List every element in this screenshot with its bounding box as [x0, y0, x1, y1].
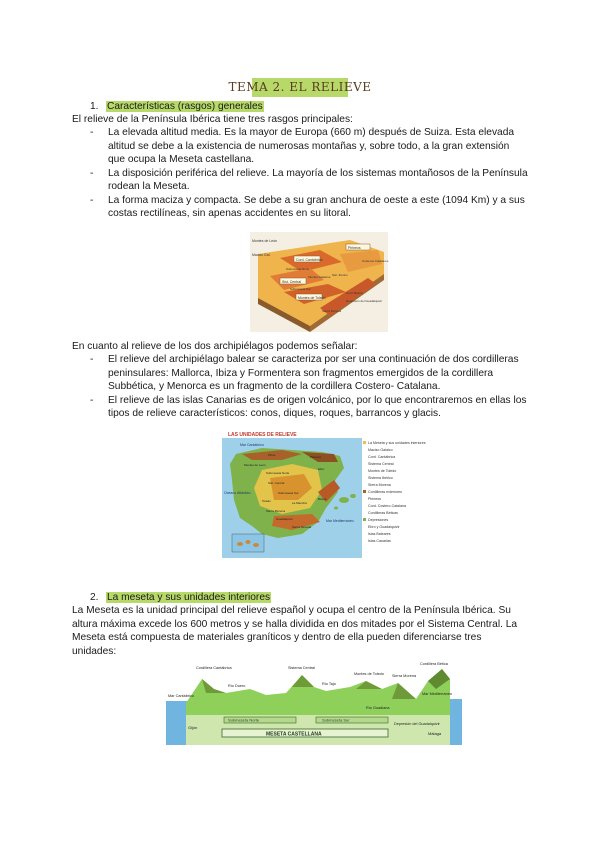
- place-label: La Mancha: [292, 501, 307, 505]
- page-title-text: TEMA 2. EL RELIEVE: [228, 79, 372, 94]
- list-item: [90, 167, 528, 194]
- legend-item: Islas Baleares: [368, 532, 391, 536]
- block-label: Submeseta Norte: [286, 267, 310, 271]
- bullet-dash: -: [90, 127, 94, 138]
- block-label: Depresión del Guadalquivir: [346, 299, 383, 303]
- list-item: [90, 126, 528, 167]
- legend-item: Cord. Cantábrica: [368, 455, 396, 459]
- bullet-dash: -: [90, 167, 94, 179]
- section-2-paragraph: La Meseta es la unidad principal del relieve español y ocupa el centro de la Península Ibérica. Su altura máxima excede los 600 metros y se halla dividida en dos mitades por el Sistema Central. La Meseta está compuesta de materiales graníticos y dentro de ella pueden diferenciarse tres unidades:: [72, 605, 518, 657]
- archipelagos-list: [90, 353, 528, 421]
- list-item-text: El relieve de las islas Canarias es de origen volcánico, por lo que encontraremos en ellas los tipos de relieve característicos: conos, diques, roques, barrancos y glacis.: [108, 394, 527, 420]
- place-label: Sierra Nevada: [292, 525, 312, 529]
- profile-label: Depresión del Guadalquivir: [394, 722, 440, 726]
- block-label: Macizo Gal.: [252, 253, 271, 257]
- place-label: Montes de León: [244, 463, 266, 467]
- bullet-dash: -: [90, 394, 94, 406]
- map-title: LAS UNIDADES DE RELIEVE: [228, 432, 297, 438]
- block-label: Sist. Ibérico: [332, 273, 348, 277]
- block-label: Cord. Cantábrica: [296, 258, 323, 262]
- profile-label: Cordillera Bética: [420, 662, 448, 666]
- place-label: Sierra Morena: [266, 509, 286, 513]
- section-1-heading-text: Características (rasgos) generales: [107, 101, 263, 112]
- profile-label: Sierra Morena: [392, 674, 417, 678]
- block-label: Montes de León: [252, 239, 278, 243]
- profile-label: Gijón: [188, 725, 198, 730]
- profile-label: Mar Cantábrico: [168, 694, 194, 698]
- meseta-label: MESETA CASTELLANA: [266, 731, 322, 738]
- sea-label: Océano Atlántico: [224, 491, 251, 495]
- relief-units-map: [222, 430, 426, 558]
- place-label: Guadalquivir: [276, 517, 293, 521]
- legend-item: Sistema Central: [368, 462, 394, 466]
- block-label: Sist. Central: [282, 280, 302, 284]
- section-1-intro: El relieve de la Península Ibérica tiene tres rasgos principales:: [72, 114, 353, 125]
- legend-item: Sistema Ibérico: [368, 476, 393, 480]
- legend-item: Depresiones: [368, 518, 389, 522]
- list-item: [90, 394, 528, 421]
- place-label: Submeseta Sur: [278, 491, 299, 495]
- place-label: Submeseta Norte: [266, 471, 290, 475]
- legend-item: Cordilleras Béticas: [368, 511, 398, 515]
- archipelagos-intro: En cuanto al relieve de los dos archipiélagos podemos señalar:: [72, 341, 358, 352]
- map-legend: [363, 441, 426, 543]
- block-label: Cord. Bética: [346, 291, 363, 295]
- features-list: [90, 126, 528, 221]
- section-2-number: 2.: [90, 592, 99, 603]
- list-item: [90, 194, 528, 221]
- block-label: Montes de Toledo: [298, 296, 326, 300]
- profile-label: Río Tajo: [322, 682, 336, 686]
- profile-svg: [166, 659, 462, 745]
- list-item-text: El relieve del archipiélago balear se caracteriza por ser una continuación de dos cordilleras peninsulares: Mallorca, Ibiza y Formentera son fragmentos emergidos de la cordillera Subbética, y Menorca es un fragmento de la cordillera Costero- Catalana.: [108, 354, 519, 393]
- section-1-number: 1.: [90, 101, 99, 112]
- list-item-text: La elevada altitud media. Es la mayor de Europa (660 m) después de Suiza. Esta elevada altitud se debe a la existencia de numerosas montañas y, sobre todo, a la gran extensión que ocupa la Meseta castellana.: [108, 127, 515, 166]
- profile-label: Málaga: [428, 731, 442, 736]
- place-label: Toledo: [262, 499, 271, 503]
- place-label: Sist. Central: [268, 481, 285, 485]
- legend-item: Sierra Morena: [368, 483, 391, 487]
- sea-label: Mar Mediterráneo: [326, 519, 354, 523]
- page-title: [228, 78, 372, 97]
- place-label: Picos: [268, 453, 276, 457]
- list-item: [90, 353, 528, 394]
- block-label: Submeseta Sur: [290, 287, 311, 291]
- block-label: Costeros Catalanes: [362, 259, 389, 263]
- place-label: Ebro: [318, 467, 325, 471]
- legend-item: Islas Canarias: [368, 539, 391, 543]
- section-2-heading: [90, 591, 271, 605]
- legend-item: Ebro y Guadalquivir: [368, 525, 400, 529]
- block-label: Sierra Morena: [322, 309, 342, 313]
- sea-label: Mar Cantábrico: [240, 443, 264, 447]
- list-item-text: La forma maciza y compacta. Se debe a su gran anchura de oeste a este (1094 Km) y a sus costas rectilíneas, sin apenas accidentes en su litoral.: [108, 194, 525, 220]
- section-2-heading-text: La meseta y sus unidades interiores: [107, 592, 271, 603]
- place-label: Pirineos: [310, 455, 321, 459]
- profile-label: Río Guadiana: [366, 706, 390, 710]
- block-label: Montes Galaicos: [308, 275, 331, 279]
- legend-item: Pirineos: [368, 497, 381, 501]
- profile-label: Río Duero: [228, 684, 246, 688]
- legend-item: Montes de Toledo: [368, 469, 397, 473]
- profile-label: Sistema Central: [288, 666, 316, 670]
- profile-label: Submeseta Sur: [322, 717, 350, 723]
- meseta-block-svg: [250, 232, 388, 332]
- section-1-heading: [90, 100, 264, 114]
- legend-item: La Meseta y sus unidades interiores: [368, 441, 426, 445]
- profile-label: Montes de Toledo: [354, 672, 384, 676]
- relief-map-svg: [222, 430, 426, 558]
- meseta-profile-diagram: [166, 659, 462, 745]
- legend-item: Cordilleras exteriores: [368, 490, 402, 494]
- place-label: Bética: [318, 497, 327, 501]
- profile-label: Submeseta Norte: [228, 717, 260, 723]
- bullet-dash: -: [90, 354, 94, 365]
- profile-label: Cordillera Cantábrica: [196, 666, 232, 670]
- legend-item: Cord. Costero-Catalana: [368, 504, 406, 508]
- legend-item: Macizo Galaico: [368, 448, 393, 452]
- list-item-text: La disposición periférica del relieve. La mayoría de los sistemas montañosos de la Península rodean la Meseta.: [108, 167, 528, 193]
- meseta-block-diagram: [250, 232, 388, 332]
- profile-label: Mar Mediterráneo: [422, 692, 452, 696]
- block-label: Pirineos: [348, 246, 361, 250]
- bullet-dash: -: [90, 194, 94, 206]
